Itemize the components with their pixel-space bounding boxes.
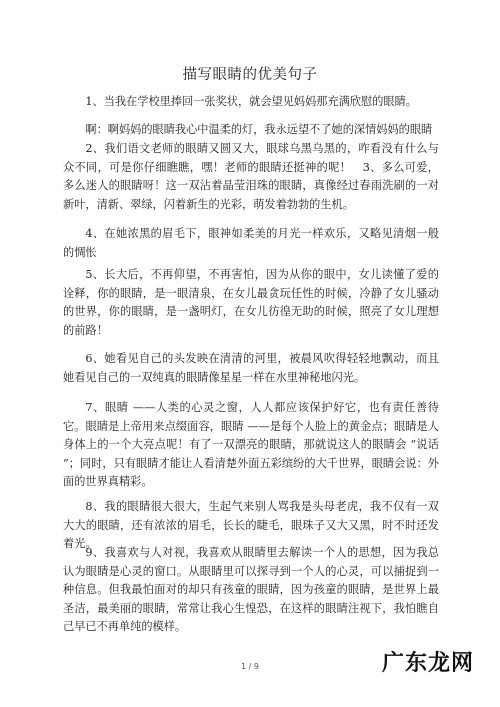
paragraph-5: 5、长大后，不再仰望，不再害怕，因为从你的眼中，女儿读懂了爱的诠释，你的眼睛，是一眼清泉，在女儿最贪玩任性的时候，冷静了女儿骚动的世界，你的眼睛，是一盏明灯，在女儿彷徨无助的时候，照亮了女儿理想的前路！ xyxy=(63,268,439,337)
paragraph-9: 9、我喜欢与人对视，我喜欢从眼睛里去解读一个人的思想，因为我总认为眼睛是心灵的窗口。从眼睛里可以探寻到一个人的心灵，可以捕捉到一种信息。但我最怕面对的却只有孩童的眼睛，因为孩童的眼睛，是世界上最圣洁，最美丽的眼睛，常常让我心生惶恐，在这样的眼睛注视下，我怕瞧自己早已不再单纯的模样。 xyxy=(63,546,439,634)
site-watermark: 广东龙网 xyxy=(381,651,474,676)
paragraph-1-sub: 啊：啊妈妈的眼睛我心中温柔的灯，我永远望不了她的深情妈妈的眼睛 xyxy=(85,123,433,136)
document-title: 描写眼睛的优美句子 xyxy=(182,67,318,83)
paragraph-8: 8、我的眼睛很大很大，生起气来别人骂我是头母老虎，我不仅有一双大大的眼睛，还有浓浓的眉毛，长长的睫毛，眼珠子又大又黑，时不时还发着光。 xyxy=(63,500,439,551)
paragraph-4: 4、在她浓黑的眉毛下，眼神如柔美的月光一样欢乐，又略见清烟一般的惆怅 xyxy=(63,227,439,259)
page-indicator: 1 / 9 xyxy=(241,662,259,671)
paragraph-1: 1、当我在学校里捧回一张奖状，就会望见妈妈那充满欣慰的眼睛。 xyxy=(85,95,417,108)
paragraph-6: 6、她看见自己的头发映在清清的河里，被晨风吹得轻轻地飘动，而且她看见自己的一双纯真的眼睛像星星一样在水里神秘地闪光。 xyxy=(63,352,439,384)
paragraph-2-3: 2、我们语文老师的眼睛又圆又大，眼球乌黑乌黑的，咋看没有什么与众不同，可是你仔细瞧瞧，嘿！老师的眼睛还挺神的呢！ 3、多么可爱，多么迷人的眼睛呀！这一双沾着晶莹泪珠的眼睛，真像经过春雨洗刷的一对新叶，清新、翠绿，闪着新生的光彩，萌发着勃勃的生机。 xyxy=(63,142,439,211)
paragraph-7: 7、眼睛 ——人类的心灵之窗，人人都应该保护好它，也有责任善待它。眼睛是上帝用来点缀面容，眼睛 ——是每个人脸上的黄金点；眼睛是人身体上的一个大亮点呢！有了一双漂亮的眼睛，那就说这人的眼睛会 “说话 ”；同时，只有眼睛才能让人看清楚外面五彩缤纷的大千世界，眼睛会说：外面的世界真精彩。 xyxy=(63,401,439,489)
